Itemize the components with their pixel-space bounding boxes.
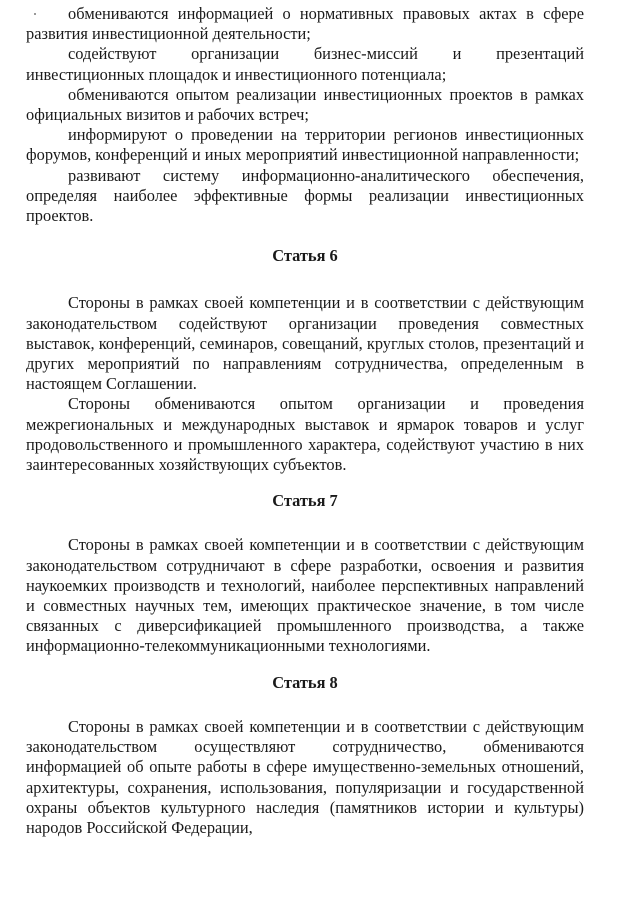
article-8-paragraph-1: Стороны в рамках своей компетенции и в соответствии с действующим законодательством осуществляют сотрудничество, обмениваются информацией об опыте работы в сфере имущественно-земельных отношений, архитектуры, сохранения, использования, популяризации и государственной охраны объектов культурного наследия (памятников истории и культуры) народов Российской Федерации, bbox=[26, 716, 584, 837]
article-7-paragraph-1: Стороны в рамках своей компетенции и в соответствии с действующим законодательством сотрудничают в сфере разработки, освоения и развития наукоемких производств и технологий, наиболее перспективных направлений и совместных научных тем, имеющих практическое значение, в том числе связанных с диверсификацией промышленного производства, а также информационно-телекоммуникационными технологиями. bbox=[26, 535, 584, 656]
intro-paragraph-1: обмениваются информацией о нормативных правовых актах в сфере развития инвестиционной деятельности; bbox=[26, 4, 584, 44]
article-7-heading: Статья 7 bbox=[272, 491, 338, 511]
document-page bbox=[26, 4, 584, 838]
intro-paragraph-4: информируют о проведении на территории регионов инвестиционных форумов, конференций и иных мероприятий инвестиционной направленности; bbox=[26, 125, 584, 165]
spacer bbox=[26, 657, 584, 673]
spacer bbox=[26, 226, 584, 246]
article-8-heading: Статья 8 bbox=[272, 672, 338, 692]
intro-paragraph-3: обмениваются опытом реализации инвестиционных проектов в рамках официальных визитов и рабочих встреч; bbox=[26, 84, 584, 125]
spacer bbox=[26, 475, 584, 491]
intro-paragraph-2: содействуют организации бизнес-миссий и презентаций инвестиционных площадок и инвестиционного потенциала; bbox=[26, 44, 584, 84]
intro-paragraph-5: развивают систему информационно-аналитического обеспечения, определяя наиболее эффективные формы реализации инвестиционных проектов. bbox=[26, 165, 584, 226]
article-6-paragraph-1: Стороны в рамках своей компетенции и в соответствии с действующим законодательством содействуют организации проведения совместных выставок, конференций, семинаров, совещаний, круглых столов, презентаций и других мероприятий по направлениям сотрудничества, определенным в настоящем Соглашении. bbox=[26, 293, 584, 394]
article-6-heading: Статья 6 bbox=[272, 246, 338, 266]
spacer bbox=[26, 511, 584, 535]
spacer bbox=[26, 266, 584, 293]
spacer bbox=[26, 693, 584, 717]
article-6-paragraph-2: Стороны обмениваются опытом организации и проведения межрегиональных и международных выставок и ярмарок товаров и услуг продовольственного и промышленного характера, содействуют участию в них заинтересованных хозяйствующих субъектов. bbox=[26, 394, 584, 475]
